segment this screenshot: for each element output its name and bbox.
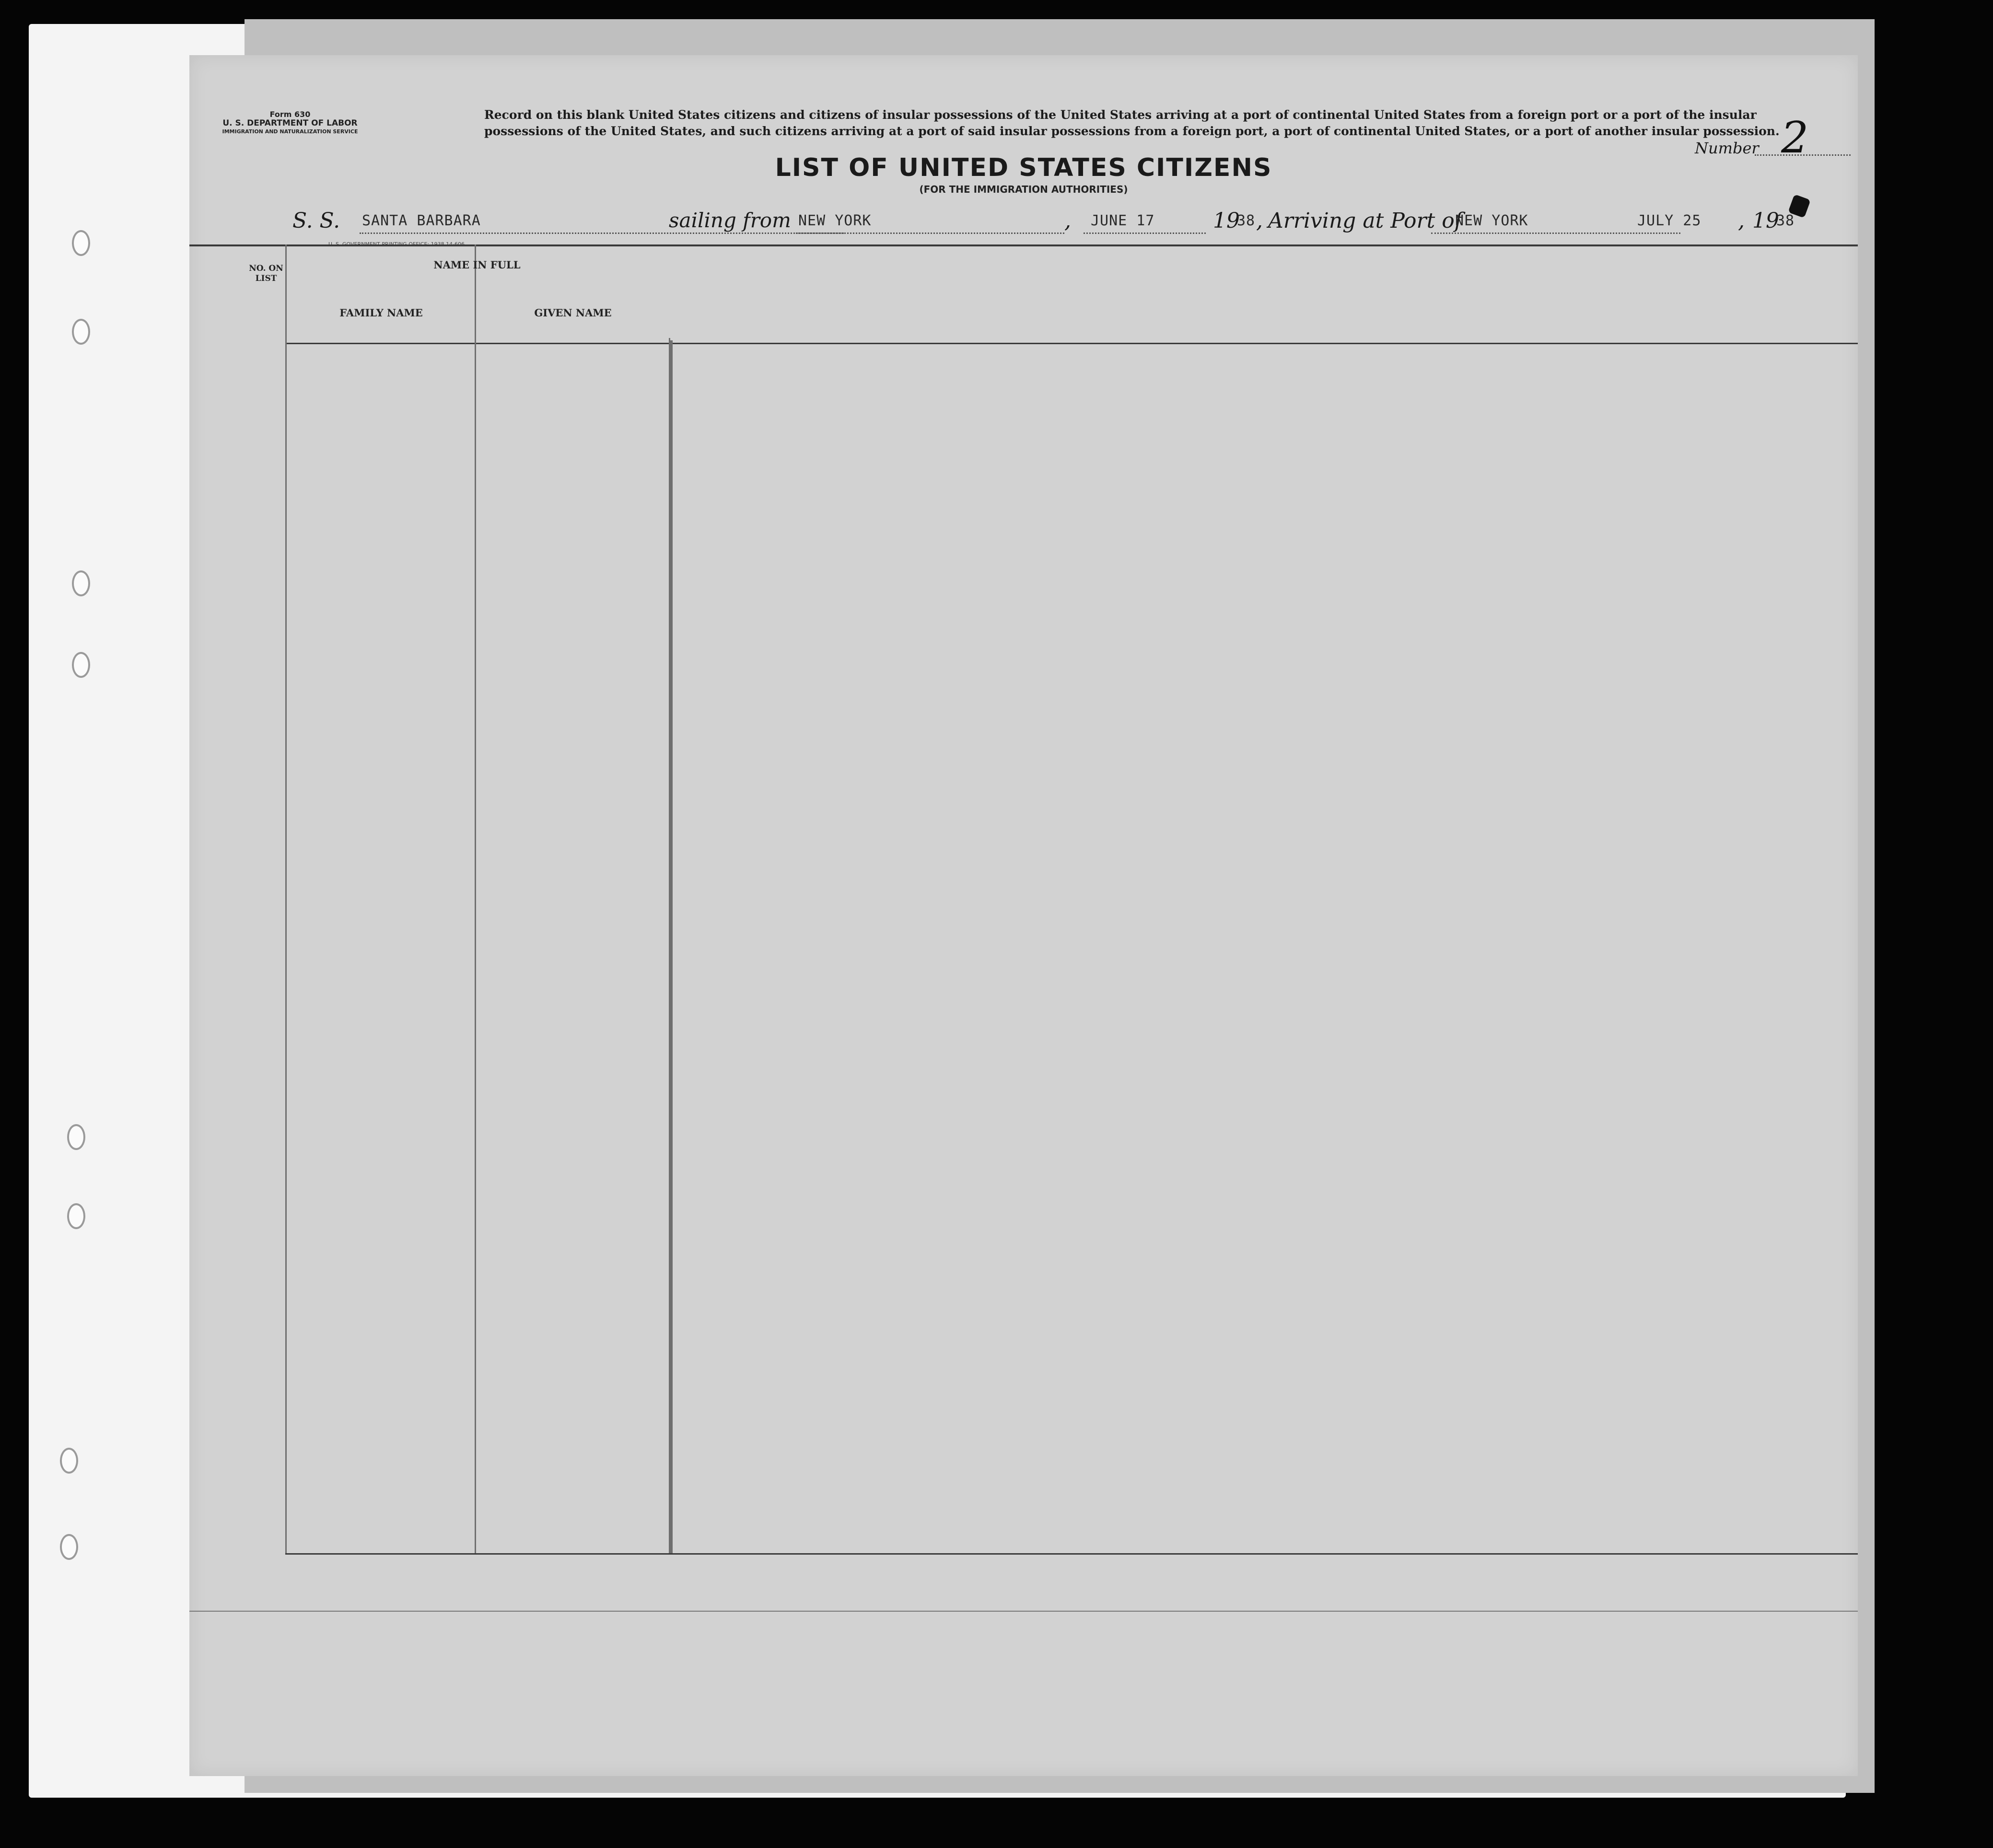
passenger-table [189,244,1858,1616]
punch-hole [60,1534,78,1560]
punch-hole [67,1124,85,1150]
header-family-name: FAMILY NAME [339,307,423,319]
header-given-name: GIVEN NAME [534,307,612,319]
arrive-port: NEW YORK [1455,212,1528,229]
voyage-line: S. S. SANTA BARBARA sailing from NEW YORK , JUNE 17 19 38 , Arriving at Port of NEW YORK JULY 25 , 19 38 [189,204,1858,242]
manifest-sheet [189,55,1858,1776]
depart-date: JUNE 17 [1091,212,1155,229]
page-subtitle: (FOR THE IMMIGRATION AUTHORITIES) [919,184,1128,195]
arrive-year-prefix: 19 [1752,209,1779,233]
depart-year: 38 [1237,212,1256,229]
ship-name: SANTA BARBARA [362,212,481,229]
arriving-label: Arriving at Port of [1268,209,1463,233]
punch-hole [67,1203,85,1229]
service: IMMIGRATION AND NATURALIZATION SERVICE [222,128,358,135]
punch-hole [72,652,90,678]
punch-hole [60,1448,78,1474]
header-name-in-full: NAME IN FULL [433,259,521,271]
depart-year-prefix: 19 [1213,209,1240,233]
punch-hole [72,570,90,596]
arrive-date: JULY 25 [1637,212,1702,229]
header-no-on-list: NO. ON LIST [249,264,283,283]
form-number: Form 630 [269,110,311,119]
arrive-year: 38 [1776,212,1795,229]
page-title: LIST OF UNITED STATES CITIZENS [775,153,1272,182]
punch-hole [72,230,90,256]
punch-hole [72,319,90,345]
sailing-label: sailing from [669,209,791,232]
form-identifier [209,110,372,136]
number-value: 2 [1781,113,1809,163]
from-port: NEW YORK [798,212,872,229]
number-label: Number [1695,139,1759,157]
instructions: Record on this blank United States citizens and citizens of insular possessions of the United States arriving at a port of continental United States from a foreign port or a port of the insular possessions of the United States, and such citizens arriving at a port of said insular possessions from a foreign port, a port of continental United States, or a port of another insular possession. [484,108,1780,138]
ss-label: S. S. [292,209,340,233]
department: U. S. DEPARTMENT OF LABOR [222,118,358,128]
